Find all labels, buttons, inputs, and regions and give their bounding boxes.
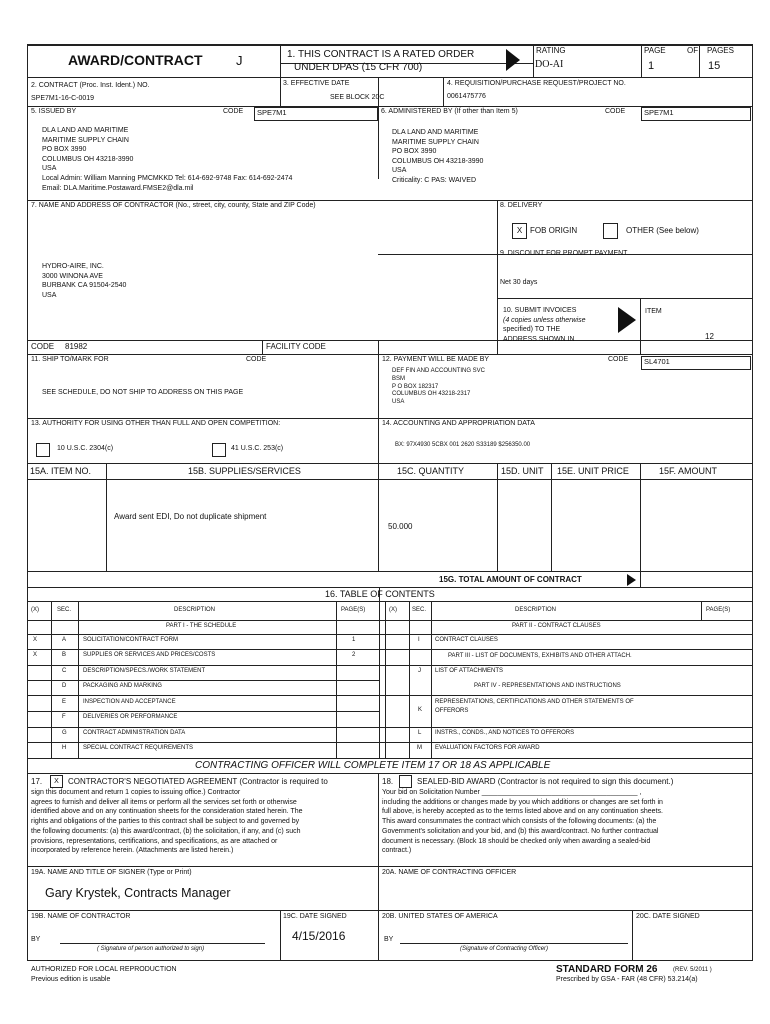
toc-sec-header: SEC. <box>57 607 72 613</box>
total-amount-label: 15G. TOTAL AMOUNT OF CONTRACT <box>439 575 582 584</box>
unit-price-header: 15E. UNIT PRICE <box>557 466 629 476</box>
rated-order-text-2: UNDER DPAS (15 CFR 700) <box>294 62 423 73</box>
authority-253-checkbox[interactable] <box>212 443 226 457</box>
us-label: 20B. UNITED STATES OF AMERICA <box>382 913 498 920</box>
authority-253-label: 41 U.S.C. 253(c) <box>231 445 284 452</box>
ship-to-label: 11. SHIP TO/MARK FOR <box>31 356 109 363</box>
authority-2304-checkbox[interactable] <box>36 443 50 457</box>
requisition-label: 4. REQUISITION/PURCHASE REQUEST/PROJECT NO. <box>447 80 626 87</box>
arrow-icon <box>627 574 636 586</box>
ship-to-text: SEE SCHEDULE, DO NOT SHIP TO ADDRESS ON THIS PAGE <box>42 389 244 396</box>
authority-2304-label: 10 U.S.C. 2304(c) <box>57 445 114 452</box>
page-value: 1 <box>648 60 655 72</box>
pages-label: PAGES <box>707 46 734 55</box>
arrow-icon <box>506 49 520 71</box>
administered-by-code-label: CODE <box>605 108 626 115</box>
other-checkbox[interactable] <box>603 223 618 239</box>
rated-order-text: 1. THIS CONTRACT IS A RATED ORDER <box>287 49 475 60</box>
quantity-header: 15C. QUANTITY <box>397 466 465 476</box>
contractor-code: 81982 <box>65 342 88 351</box>
footer-reproduction: AUTHORIZED FOR LOCAL REPRODUCTION <box>31 966 177 973</box>
rating-label: RATING <box>536 46 566 55</box>
footer-form-name: STANDARD FORM 26 <box>556 964 658 975</box>
effective-date-value: SEE BLOCK 20C <box>330 94 385 101</box>
contract-no-label: 2. CONTRACT (Proc. Inst. Ident.) NO. <box>31 82 150 89</box>
item-18-checkbox[interactable] <box>399 775 412 788</box>
footer-form-rev: (REV. 5/2011 ) <box>673 967 712 973</box>
delivery-label: 8. DELIVERY <box>500 202 543 209</box>
by-label: BY <box>31 936 41 943</box>
effective-date-label: 3. EFFECTIVE DATE <box>283 80 350 87</box>
contractor-name-label: 19B. NAME OF CONTRACTOR <box>31 913 131 920</box>
toc-part-1: PART I - THE SCHEDULE <box>166 623 237 629</box>
officer-banner: CONTRACTING OFFICER WILL COMPLETE ITEM 17 OR 18 AS APPLICABLE <box>195 760 551 771</box>
by-label-right: BY <box>384 936 394 943</box>
signer-name: Gary Krystek, Contracts Manager <box>45 886 231 900</box>
item-18-title: SEALED-BID AWARD (Contractor is not required to sign this document.) <box>417 777 674 786</box>
accounting-label: 14. ACCOUNTING AND APPROPRIATION DATA <box>382 420 535 427</box>
payment-label: 12. PAYMENT WILL BE MADE BY <box>382 356 490 363</box>
item-17-title: CONTRACTOR'S NEGOTIATED AGREEMENT (Contractor is required to <box>68 777 328 786</box>
issued-by-code: SPE7M1 <box>254 107 378 121</box>
footer-previous-edition: Previous edition is usable <box>31 976 111 983</box>
rating-value: DO-AI <box>535 59 564 70</box>
facility-code-label: FACILITY CODE <box>266 342 326 351</box>
arrow-icon <box>618 307 636 333</box>
other-label: OTHER (See below) <box>626 226 699 235</box>
supplies-header: 15B. SUPPLIES/SERVICES <box>188 466 301 476</box>
contractor-code-label: CODE <box>31 342 55 351</box>
toc-pages-header-right: PAGE(S) <box>706 607 731 613</box>
toc-desc-header-right: DESCRIPTION <box>515 607 557 613</box>
toc-pages-header: PAGE(S) <box>341 607 366 613</box>
item-18-text: Your bid on Solicitation Number ________________________________________ , including the additions or changes made by you which additions or changes are set forth in full above, is hereby accepted as to the terms listed above and on any continuation sheets. This award consummates the contract which consists of the following documents: (a) the Government's solicitation and your bid, and (b) this award/contract. No further contractual document is necessary. (Block 18 should be checked only when awarding a sealed-bid contract.) <box>382 789 663 855</box>
item-17-text: sign this document and return 1 copies to issuing office.) Contractor agrees to furnish and deliver all items or perform all the services set forth or otherwise identified above and on any continuation sheets for the consideration stated herein. The rights and obligations of the parties to this contract shall be subject to and governed by the following documents: (a) this award/contract, (b) the solicitation, if any, and (c) such provisions, representations, certifications, and specifications, as are attached or incorporated by reference herein. (Attachments are listed herein.) <box>31 789 303 855</box>
fob-origin-checkbox[interactable]: X <box>512 223 527 239</box>
payment-code: SL4701 <box>641 356 751 370</box>
date-signed-value: 4/15/2016 <box>292 929 346 943</box>
issued-by-code-label: CODE <box>223 108 244 115</box>
administered-by-code: SPE7M1 <box>641 107 751 121</box>
toc-part-2: PART II - CONTRACT CLAUSES <box>512 623 601 629</box>
form-title: AWARD/CONTRACT <box>68 52 203 68</box>
discount-label: 9. DISCOUNT FOR PROMPT PAYMENT <box>500 250 628 257</box>
issued-by-label: 5. ISSUED BY <box>31 108 77 115</box>
item-17-number: 17. <box>31 777 43 786</box>
payment-code-label: CODE <box>608 356 629 363</box>
item-18-number: 18. <box>382 777 394 786</box>
submit-invoices-label: 10. SUBMIT INVOICES (4 copies unless otherwise specified) TO THE ADDRESS SHOWN IN <box>503 307 586 343</box>
of-label: OF <box>687 46 699 55</box>
contracting-officer-label: 20A. NAME OF CONTRACTING OFFICER <box>382 869 517 876</box>
requisition-value: 0061475776 <box>447 93 486 100</box>
date-signed-20c-label: 20C. DATE SIGNED <box>636 913 700 920</box>
contract-number: SPE7M1-16-C-0019 <box>31 95 95 102</box>
item-value: 12 <box>705 332 714 341</box>
signer-label: 19A. NAME AND TITLE OF SIGNER (Type or Print) <box>31 869 192 876</box>
toc-sec-header-right: SEC. <box>412 607 427 613</box>
administered-by-address: DLA LAND AND MARITIME MARITIME SUPPLY CHAIN PO BOX 3990 COLUMBUS OH 43218-3990 USA Criticality: C PAS: WAIVED <box>392 129 484 184</box>
signature-note-officer: (Signature of Contracting Officer) <box>460 946 549 952</box>
administered-by-label: 6. ADMINISTERED BY (If other than Item 5) <box>381 108 518 115</box>
item-quantity: 50.000 <box>388 522 413 531</box>
pages-value: 15 <box>708 60 721 72</box>
toc-x-header-right: (X) <box>389 607 397 613</box>
fob-origin-label: FOB ORIGIN <box>530 226 578 235</box>
unit-header: 15D. UNIT <box>501 466 544 476</box>
authority-label: 13. AUTHORITY FOR USING OTHER THAN FULL AND OPEN COMPETITION: <box>31 420 281 427</box>
issued-by-address: DLA LAND AND MARITIME MARITIME SUPPLY CHAIN PO BOX 3990 COLUMBUS OH 43218-3990 USA Local Admin: William Manning PMCMKKD Tel: 614-692-9748 Fax: 614-692-2474 Email: DLA.Maritime.Postaward.FMSE2@dla.mil <box>42 127 293 192</box>
contractor-address: HYDRO-AIRE, INC. 3000 WINONA AVE BURBANK CA 91504-2540 USA <box>42 263 127 299</box>
contractor-label: 7. NAME AND ADDRESS OF CONTRACTOR (No., street, city, county, State and ZIP Code) <box>31 202 316 209</box>
toc-desc-header: DESCRIPTION <box>174 607 216 613</box>
amount-header: 15F. AMOUNT <box>659 466 718 476</box>
item-no-header: 15A. ITEM NO. <box>30 466 92 476</box>
item-label: ITEM <box>645 308 662 315</box>
discount-value: Net 30 days <box>500 279 538 286</box>
item-description: Award sent EDI, Do not duplicate shipment <box>114 512 267 521</box>
accounting-value: BX: 97X4930 5CBX 001 2620 S33189 $256350.00 <box>395 442 531 448</box>
payment-address: DEF FIN AND ACCOUNTING SVC BSM P O BOX 182317 COLUMBUS OH 43218-2317 USA <box>392 368 486 406</box>
toc-x-header: (X) <box>31 607 39 613</box>
signature-note-contractor: ( Signature of person authorized to sign) <box>97 946 205 952</box>
ship-to-code-label: CODE <box>246 356 267 363</box>
page-label: PAGE <box>644 46 666 55</box>
date-signed-label: 19C. DATE SIGNED <box>283 913 347 920</box>
form-title-suffix: J <box>236 53 243 68</box>
footer-prescribed: Prescribed by GSA - FAR (48 CFR) 53.214(a) <box>556 976 698 983</box>
item-17-checkbox[interactable]: X <box>50 775 63 788</box>
toc-title: 16. TABLE OF CONTENTS <box>325 589 435 599</box>
